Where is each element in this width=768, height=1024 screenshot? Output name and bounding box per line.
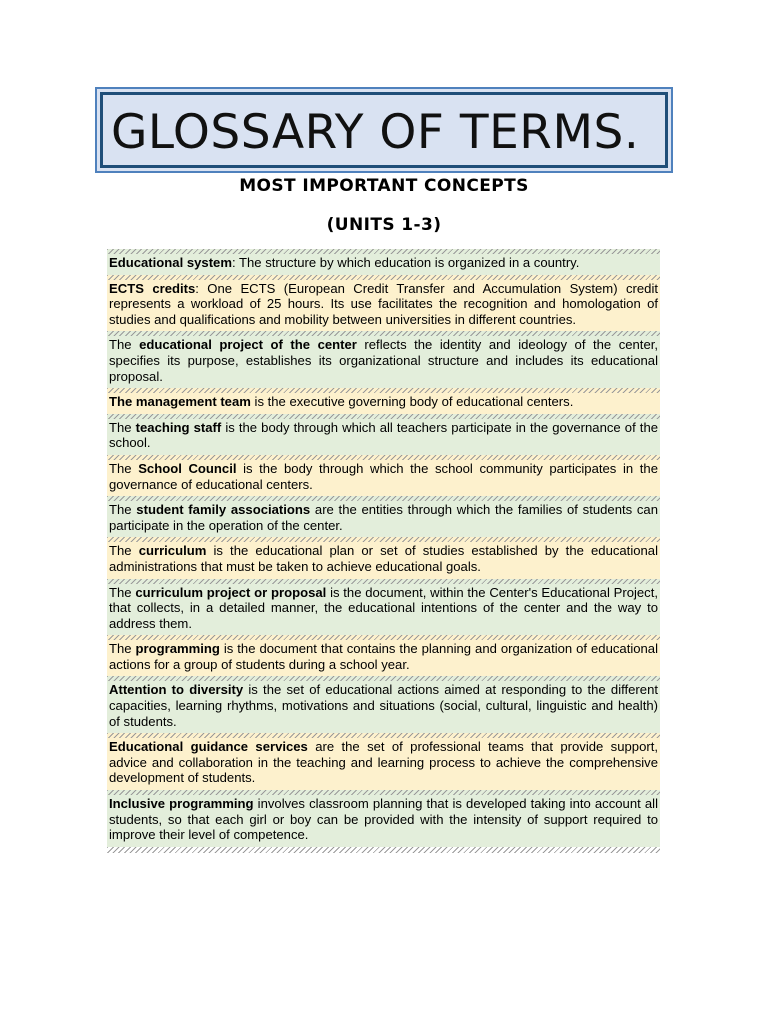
entry-definition: is the executive governing body of educational centers. [250,394,574,410]
entry-term: School Council [138,460,237,476]
entry-pre: The [109,543,139,559]
title-box [95,87,673,173]
entry-definition: : One ECTS (European Credit Transfer and Accumulation System) credit represents a workload of 25 hours. Its use facilitates the recognition and homologation of studies and qualifications and mobility between universities in different countries. [109,280,658,327]
entry-term: student family associations [136,502,311,518]
entry-pre: The [109,502,137,518]
glossary-entry [107,537,660,578]
entry-pre: The [109,460,139,476]
entry-term: curriculum [138,543,207,559]
entry-definition: is the body through which the school community participates in the governance of educational centers. [109,460,658,492]
glossary-entry [107,388,660,414]
entry-definition: is the body through which all teachers participate in the governance of the school. [109,419,659,451]
glossary-entry [107,455,660,496]
entry-term: curriculum project or proposal [135,584,327,600]
entry-pre: The [109,584,136,600]
entry-definition: are the set of professional teams that provide support, advice and collaboration in the teaching and learning process to achieve the comprehensive development of students. [109,739,658,786]
glossary-entry [107,331,660,388]
entry-definition: are the entities through which the families of students can participate in the operation of the center. [109,502,658,533]
entry-pre: The [109,641,136,657]
glossary-entry [107,635,660,676]
entry-definition: is the educational plan or set of studies established by the educational administrations that must be taken to achieve educational goals. [109,543,658,574]
glossary-entry [107,249,660,275]
glossary-entry [107,676,660,733]
glossary-entry [107,275,660,332]
entry-term: Attention to diversity [109,682,244,698]
entry-definition: is the document, within the Center's Educational Project, that collects, in a detailed manner, the educational intentions of the center and the way to address them. [109,584,659,631]
entry-definition: : The structure by which education is organized in a country. [231,255,580,270]
entry-term: Educational guidance services [109,739,308,755]
entry-term: teaching staff [135,419,222,435]
entry-pre: The [109,419,136,435]
dashed-divider [107,847,660,853]
glossary-entry [107,414,660,455]
glossary-entry [107,496,660,537]
entry-term: The management team [109,394,251,410]
entry-pre: The [109,337,140,353]
entry-term: ECTS credits [109,280,196,296]
entry-definition: reflects the identity and ideology of the center, specifies its purpose, establishes its organizational structure and includes its educational proposal. [109,337,659,384]
glossary-entry [107,733,660,790]
entry-definition: is the set of educational actions aimed at responding to the different capacities, learning rhythms, motivations and situations (social, cultural, linguistic and health) of students. [109,682,658,729]
units-label: (UNITS 1-3) [326,215,442,235]
entry-term: Inclusive programming [109,796,254,812]
entry-term: programming [135,641,220,657]
entry-term: educational project of the center [139,337,357,353]
glossary-entry [107,790,660,847]
glossary-entry [107,579,660,636]
entry-definition: involves classroom planning that is developed taking into account all students, so that each girl or boy can be provided with the intensity of support required to improve their level of competence. [109,796,658,843]
entry-term: Educational system [109,255,232,270]
page-title: GLOSSARY OF TERMS. [111,105,640,160]
entry-definition: is the document that contains the planning and organization of educational actions for a group of students during a school year. [109,641,658,672]
glossary-list [107,249,660,853]
subtitle: MOST IMPORTANT CONCEPTS [239,176,529,196]
